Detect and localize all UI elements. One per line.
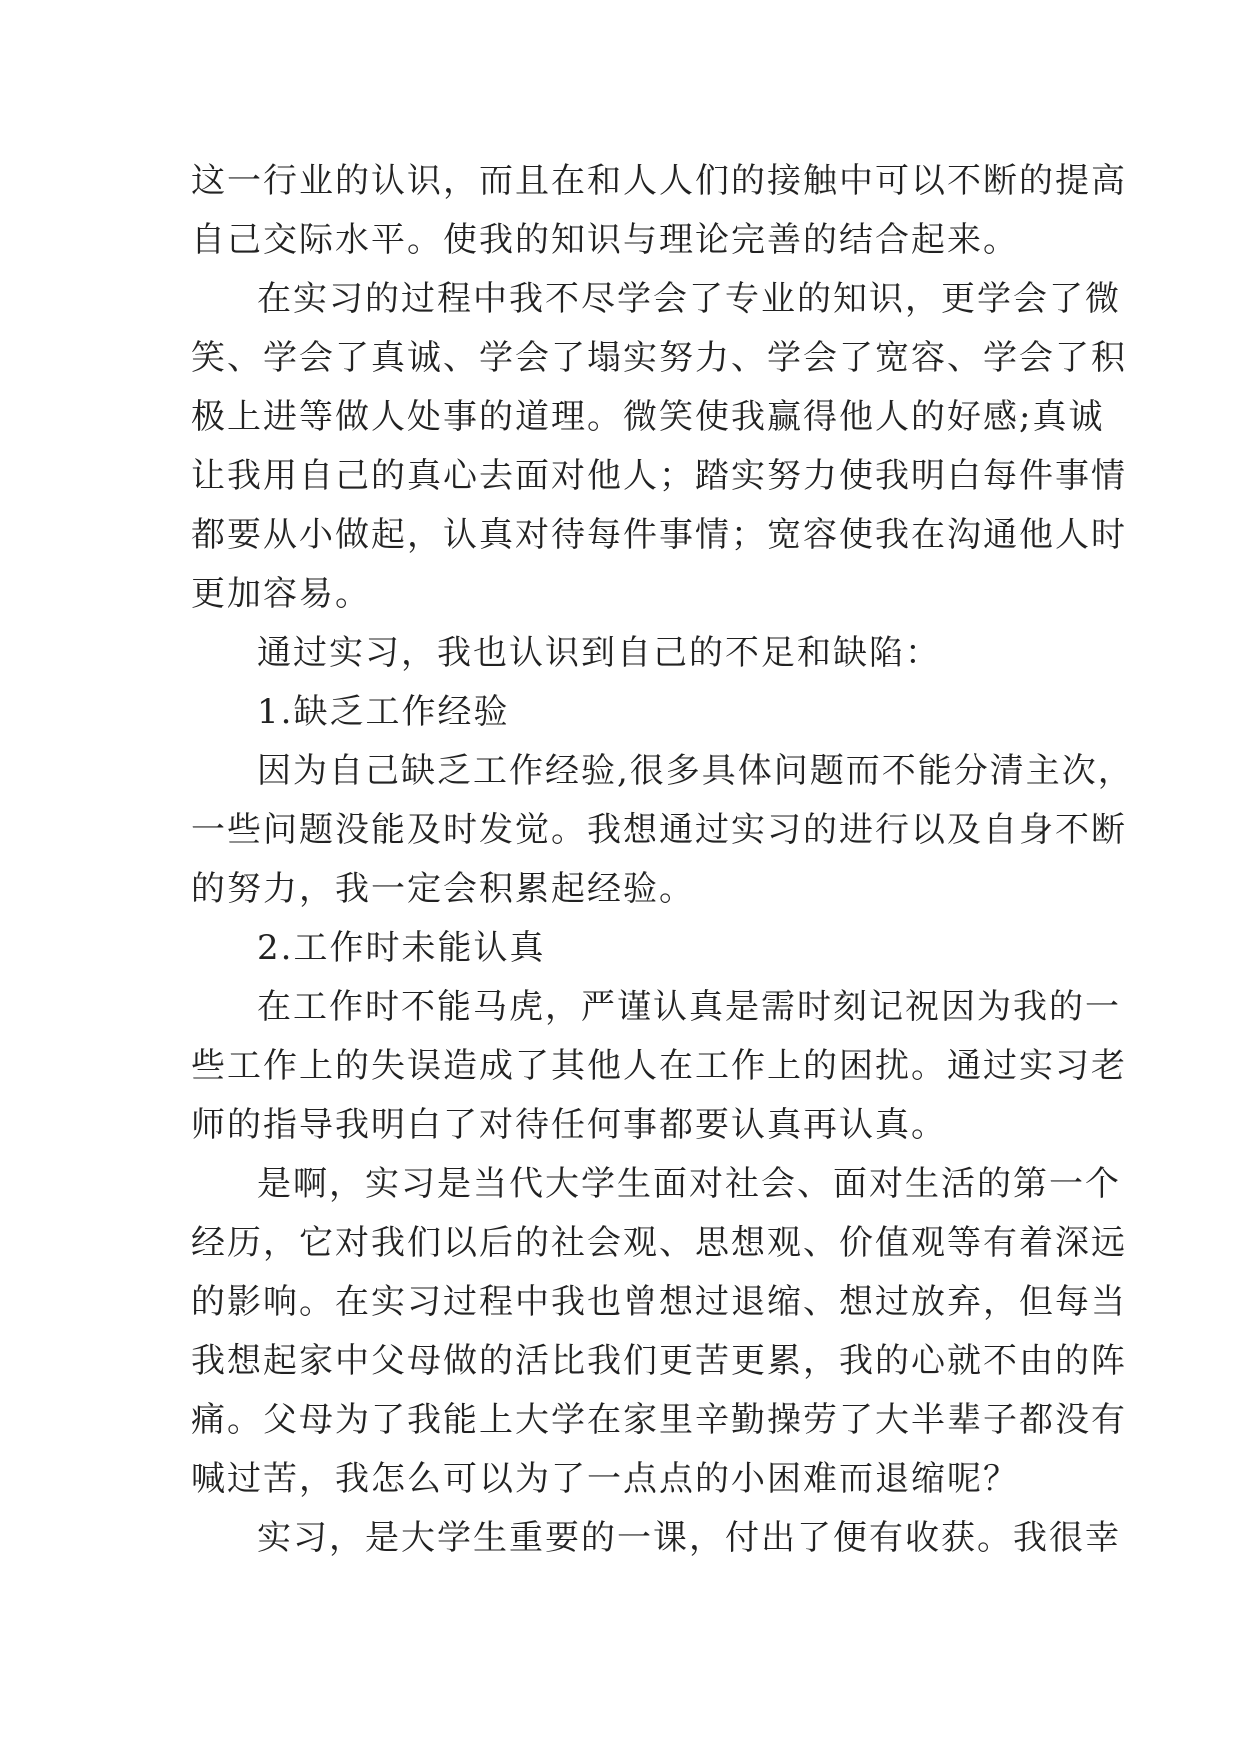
text-line: 的影响。在实习过程中我也曾想过退缩、想过放弃，但每当 [191,1282,1127,1322]
list-heading: 2.工作时未能认真 [257,928,546,968]
text-line: 师的指导我明白了对待任何事都要认真再认真。 [191,1105,947,1145]
text-line: 笑、学会了真诚、学会了塌实努力、学会了宽容、学会了积 [191,338,1127,378]
text-line: 更加容易。 [191,574,371,614]
paragraph-first-line: 是啊，实习是当代大学生面对社会、面对生活的第一个 [257,1164,1121,1204]
text-line: 自己交际水平。使我的知识与理论完善的结合起来。 [191,220,1019,260]
text-line: 一些问题没能及时发觉。我想通过实习的进行以及自身不断 [191,810,1127,850]
text-line: 经历，它对我们以后的社会观、思想观、价值观等有着深远 [191,1223,1127,1263]
text-line: 极上进等做人处事的道理。微笑使我赢得他人的好感;真诚 [191,397,1105,437]
text-line: 都要从小做起，认真对待每件事情；宽容使我在沟通他人时 [191,515,1127,555]
text-line: 这一行业的认识，而且在和人人们的接触中可以不断的提高 [191,161,1127,201]
document-body [191,152,1134,1568]
paragraph-first-line: 因为自己缺乏工作经验,很多具体问题而不能分清主次， [257,751,1134,791]
paragraph-first-line: 在实习的过程中我不尽学会了专业的知识，更学会了微 [257,279,1121,319]
paragraph-first-line: 在工作时不能马虎，严谨认真是需时刻记祝因为我的一 [257,987,1121,1027]
paragraph-first-line: 实习，是大学生重要的一课，付出了便有收获。我很幸 [257,1518,1121,1558]
text-line: 的努力，我一定会积累起经验。 [191,869,695,909]
list-heading: 1.缺乏工作经验 [257,692,510,732]
paragraph-first-line: 通过实习，我也认识到自己的不足和缺陷： [257,633,941,673]
text-line: 让我用自己的真心去面对他人；踏实努力使我明白每件事情 [191,456,1127,496]
text-line: 喊过苦，我怎么可以为了一点点的小困难而退缩呢？ [191,1459,1019,1499]
text-line: 我想起家中父母做的活比我们更苦更累，我的心就不由的阵 [191,1341,1127,1381]
text-line: 些工作上的失误造成了其他人在工作上的困扰。通过实习老 [191,1046,1127,1086]
text-line: 痛。父母为了我能上大学在家里辛勤操劳了大半辈子都没有 [191,1400,1127,1440]
